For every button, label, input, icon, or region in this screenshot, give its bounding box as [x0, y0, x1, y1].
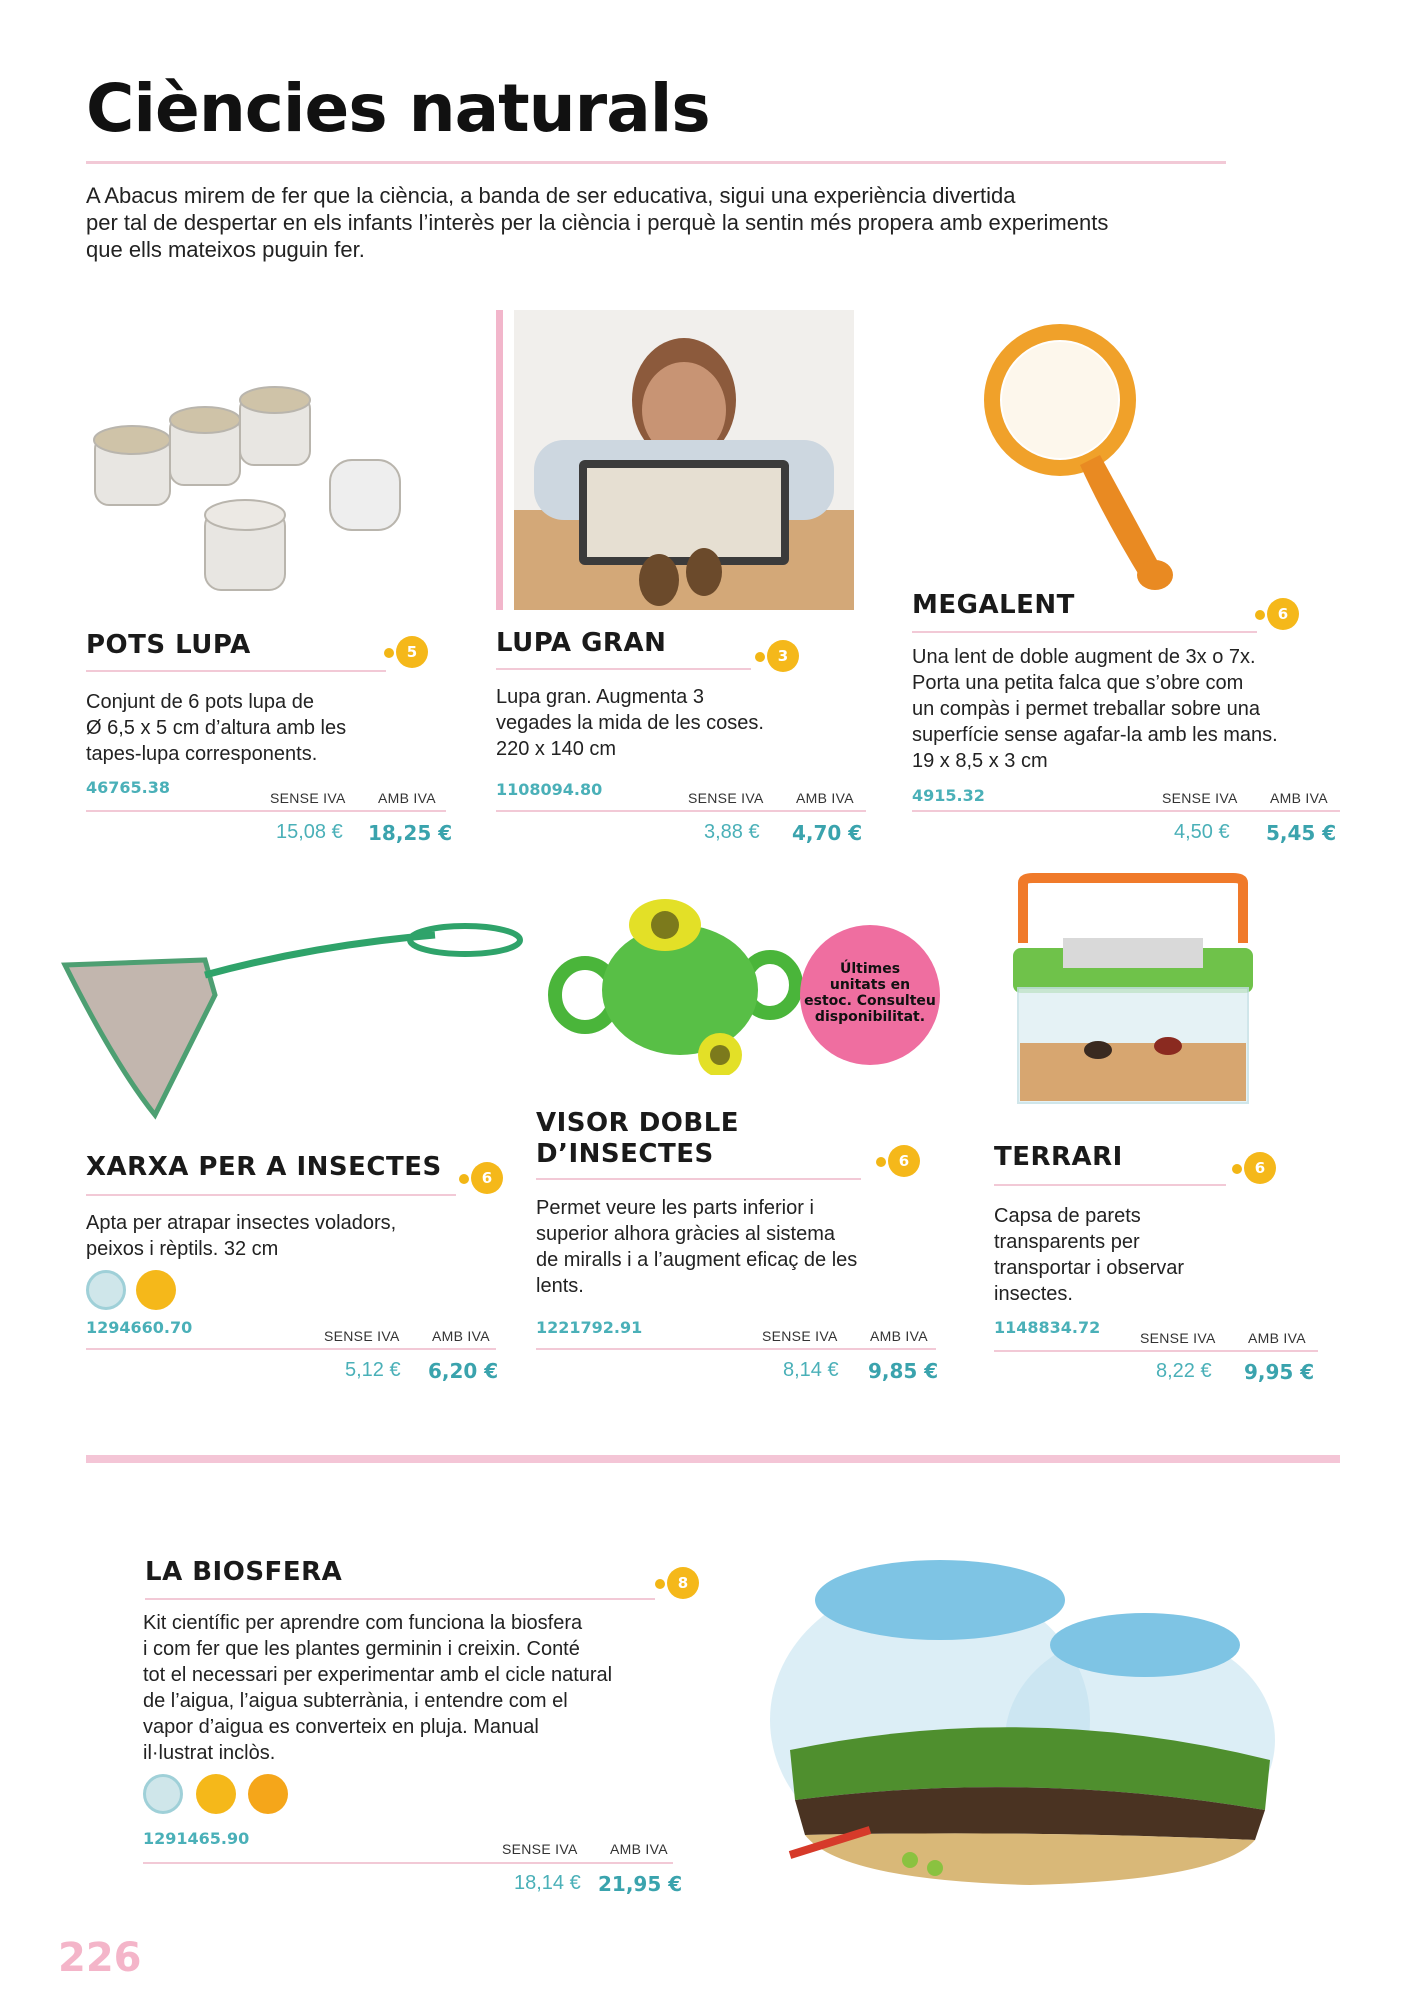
price-label-gross: AMB IVA — [432, 1328, 490, 1344]
product-description: Apta per atrapar insectes voladors, peixos i rèptils. 32 cm — [86, 1212, 397, 1260]
price-net: 3,88 € — [704, 821, 760, 843]
product-reference: 1148834.72 — [994, 1318, 1101, 1337]
price-label-net: SENSE IVA — [324, 1328, 400, 1344]
age-icon: 8 — [667, 1567, 699, 1599]
price-gross: 4,70 € — [792, 821, 863, 845]
product-description: Kit científic per aprendre com funciona la biosfera i com fer que les plantes germinin i creixin. Conté tot el necessari per experimentar amb el cicle natural de l’aigua, l’aigua subterrània, i entendre com el vapor d’aigua es converteix en pluja. Manual il·lustrat inclòs. — [143, 1612, 613, 1764]
product-title: LA BIOSFERA — [145, 1557, 343, 1587]
price-label-net: SENSE IVA — [1140, 1330, 1216, 1346]
jar — [94, 387, 400, 590]
motor-skills-icon — [136, 1270, 176, 1310]
price-label-gross: AMB IVA — [870, 1328, 928, 1344]
title-rule — [145, 1598, 655, 1600]
price-label-gross: AMB IVA — [1270, 790, 1328, 806]
sensory-icon — [143, 1774, 183, 1814]
price-gross: 9,95 € — [1244, 1360, 1315, 1384]
product-title: XARXA PER A INSECTES — [86, 1152, 442, 1182]
price-rule — [496, 810, 866, 812]
product-title: TERRARI — [994, 1142, 1123, 1172]
page-number: 226 — [58, 1935, 142, 1981]
price-net: 8,22 € — [1156, 1360, 1212, 1382]
xarxa-image — [55, 905, 535, 1135]
price-gross: 18,25 € — [368, 821, 453, 845]
title-rule — [86, 670, 386, 672]
cooperation-icon — [248, 1774, 288, 1814]
product-reference: 1108094.80 — [496, 780, 603, 799]
age-icon: 6 — [471, 1162, 503, 1194]
price-rule — [86, 1348, 496, 1350]
product-title: VISOR DOBLE D’INSECTES — [536, 1108, 740, 1169]
terrari-image — [1008, 868, 1258, 1113]
product-reference: 4915.32 — [912, 786, 985, 805]
title-rule — [912, 631, 1257, 633]
title-rule — [994, 1184, 1226, 1186]
price-rule — [86, 810, 446, 812]
price-gross: 6,20 € — [428, 1359, 499, 1383]
age-badge — [1232, 1152, 1276, 1184]
price-net: 18,14 € — [514, 1872, 581, 1894]
product-reference: 1291465.90 — [143, 1829, 250, 1848]
price-rule — [536, 1348, 936, 1350]
photo-accent-bar — [496, 310, 503, 610]
product-description: Una lent de doble augment de 3x o 7x. Porta una petita falca que s’obre com un compàs i permet treballar sobre una superfície sense agafar-la amb les mans. 19 x 8,5 x 3 cm — [912, 646, 1278, 772]
price-label-net: SENSE IVA — [502, 1841, 578, 1857]
product-description: Capsa de parets transparents per transportar i observar insectes. — [994, 1205, 1185, 1305]
price-label-net: SENSE IVA — [688, 790, 764, 806]
sensory-icon — [86, 1270, 126, 1310]
product-reference: 46765.38 — [86, 778, 171, 797]
age-badge — [1255, 598, 1299, 630]
price-label-gross: AMB IVA — [610, 1841, 668, 1857]
title-rule — [86, 1194, 456, 1196]
price-label-net: SENSE IVA — [270, 790, 346, 806]
visor-image — [545, 885, 805, 1075]
price-net: 15,08 € — [276, 821, 343, 843]
price-gross: 5,45 € — [1266, 821, 1337, 845]
product-description: Lupa gran. Augmenta 3 vegades la mida de les coses. 220 x 140 cm — [496, 686, 764, 760]
price-label-net: SENSE IVA — [762, 1328, 838, 1344]
section-divider — [86, 1455, 1340, 1463]
product-title: LUPA GRAN — [496, 628, 667, 658]
title-rule — [496, 668, 751, 670]
price-label-gross: AMB IVA — [378, 790, 436, 806]
product-title: MEGALENT — [912, 590, 1075, 620]
title-rule — [536, 1178, 861, 1180]
price-net: 5,12 € — [345, 1359, 401, 1381]
product-title: POTS LUPA — [86, 630, 251, 660]
product-reference: 1221792.91 — [536, 1318, 643, 1337]
age-badge — [459, 1162, 503, 1194]
product-reference: 1294660.70 — [86, 1318, 193, 1337]
price-label-net: SENSE IVA — [1162, 790, 1238, 806]
title-divider — [86, 161, 1226, 164]
product-description: Permet veure les parts inferior i superior alhora gràcies al sistema de miralls i a l’augment eficaç de les lents. — [536, 1197, 858, 1297]
price-rule — [994, 1350, 1318, 1352]
megalent-image — [980, 320, 1210, 595]
price-label-gross: AMB IVA — [1248, 1330, 1306, 1346]
price-net: 8,14 € — [783, 1359, 839, 1381]
intro-text: A Abacus mirem de fer que la ciència, a banda de ser educativa, sigui una experiència divertida per tal de despertar en els infants l’interès per la ciència i perquè la sentin més propera amb experiments que ells mateixos puguin fer. — [86, 183, 1109, 262]
price-gross: 21,95 € — [598, 1872, 683, 1896]
age-badge — [384, 636, 428, 668]
price-label-gross: AMB IVA — [796, 790, 854, 806]
age-badge — [655, 1567, 699, 1599]
product-description: Conjunt de 6 pots lupa de Ø 6,5 x 5 cm d’altura amb les tapes-lupa corresponents. — [86, 691, 347, 765]
price-net: 4,50 € — [1174, 821, 1230, 843]
price-gross: 9,85 € — [868, 1359, 939, 1383]
price-rule — [912, 810, 1340, 812]
age-icon: 6 — [1267, 598, 1299, 630]
age-icon: 3 — [767, 640, 799, 672]
age-badge — [876, 1145, 920, 1177]
age-icon: 5 — [396, 636, 428, 668]
lupa-gran-image — [514, 310, 854, 610]
stock-badge: Últimes unitats en estoc. Consulteu disponibilitat. — [800, 925, 940, 1065]
age-badge — [755, 640, 799, 672]
price-rule — [143, 1862, 673, 1864]
pots-lupa-image — [85, 385, 435, 620]
age-icon: 6 — [1244, 1152, 1276, 1184]
page-title: Ciències naturals — [86, 70, 710, 147]
age-icon: 6 — [888, 1145, 920, 1177]
biosfera-image — [760, 1540, 1300, 1900]
motor-skills-icon — [196, 1774, 236, 1814]
